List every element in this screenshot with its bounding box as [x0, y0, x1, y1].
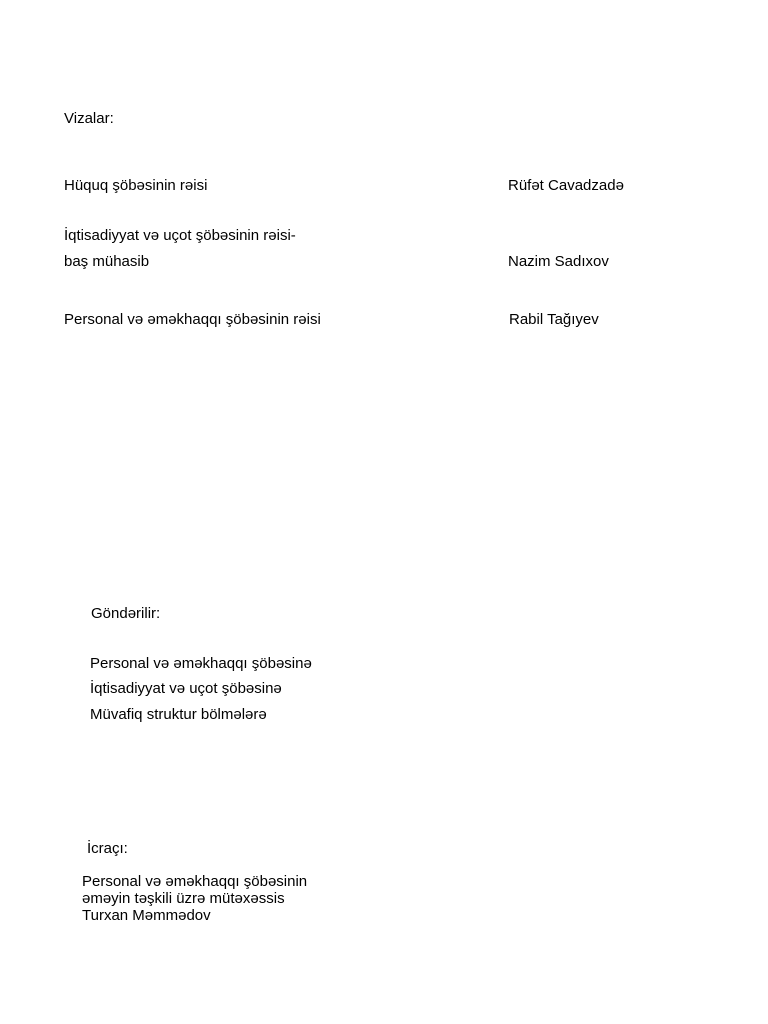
executor-heading: İcraçı:	[87, 840, 128, 857]
executor-line: əməyin təşkili üzrə mütəxəssis	[82, 890, 285, 907]
executor-name: Turxan Məmmədov	[82, 907, 211, 924]
distribution-item: Personal və əməkhaqqı şöbəsinə	[90, 655, 312, 672]
visa-position-legal-head: Hüquq şöbəsinin rəisi	[64, 177, 208, 194]
visas-heading: Vizalar:	[64, 110, 114, 127]
visa-name-legal-head: Rüfət Cavadzadə	[508, 177, 624, 194]
visa-name-personnel-head: Rabil Tağıyev	[509, 311, 599, 328]
distribution-heading: Göndərilir:	[91, 605, 161, 622]
visa-position-economics-head-line2: baş mühasib	[64, 253, 150, 270]
distribution-item: Müvafiq struktur bölmələrə	[90, 706, 267, 723]
distribution-item: İqtisadiyyat və uçot şöbəsinə	[90, 680, 282, 697]
visa-name-economics-head: Nazim Sadıxov	[508, 253, 609, 270]
executor-line: Personal və əməkhaqqı şöbəsinin	[82, 873, 308, 890]
visa-position-personnel-head: Personal və əməkhaqqı şöbəsinin rəisi	[64, 311, 321, 328]
visa-position-economics-head-line1: İqtisadiyyat və uçot şöbəsinin rəisi-	[64, 227, 296, 244]
